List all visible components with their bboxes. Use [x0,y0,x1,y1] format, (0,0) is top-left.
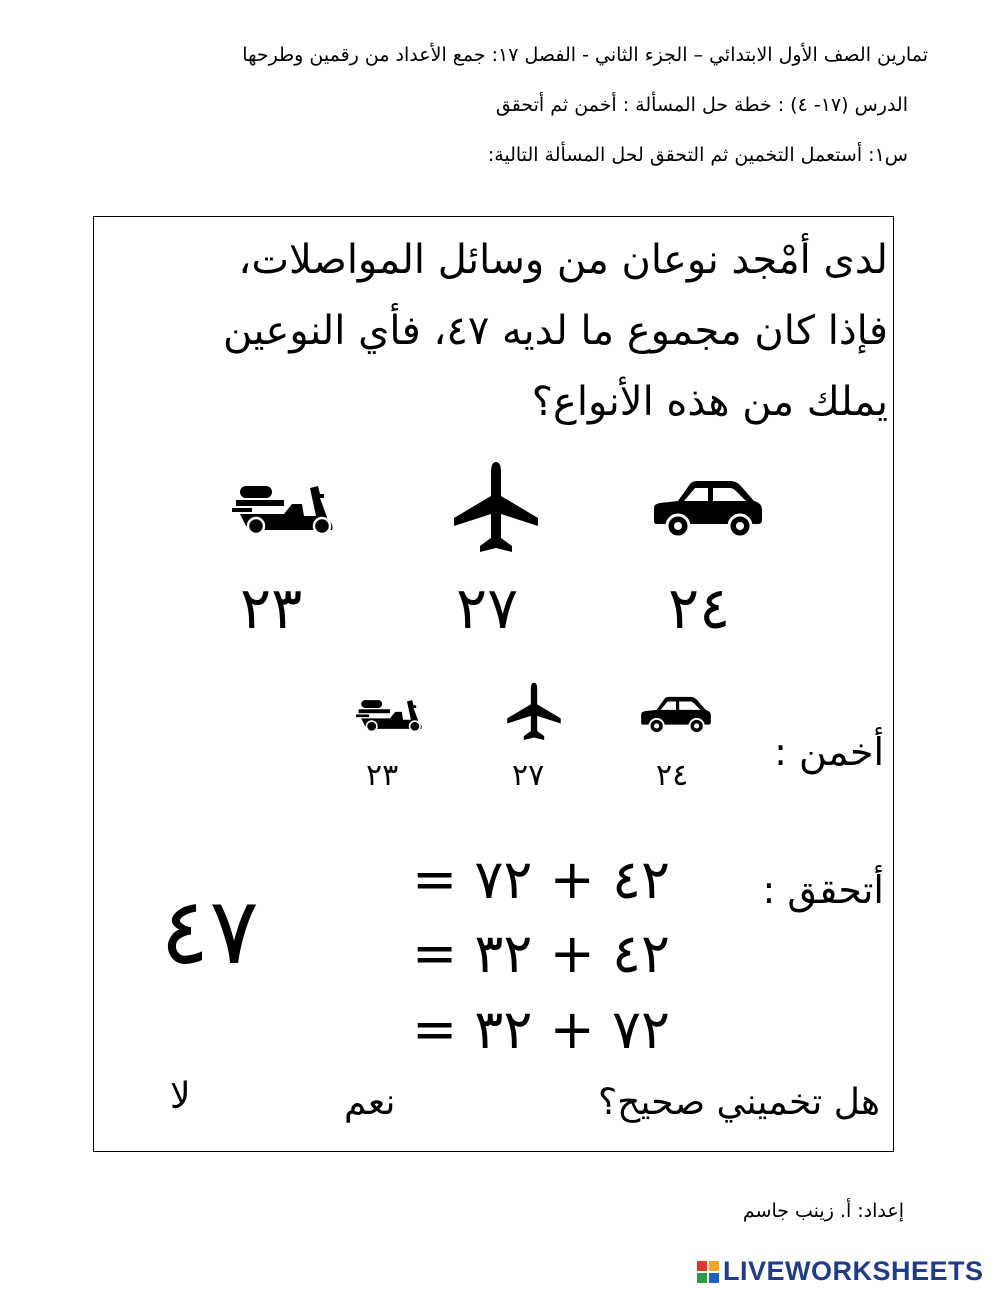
scooter-icon [356,696,424,733]
brand-name: LIVEWORKSHEETS [723,1256,984,1286]
equation-2 [412,922,670,985]
check-label: أتحقق : [762,868,884,912]
airplane-icon [452,460,540,556]
answer-yes-option[interactable]: نعم [344,1082,396,1123]
airplane-count: ٢٧ [456,574,519,642]
brand-logo [697,1256,984,1287]
guess-car-count: ٢٤ [656,758,689,793]
problem-line-2: فإذا كان مجموع ما لديه ٤٧، فأي النوعين [222,308,888,354]
guess-airplane-count: ٢٧ [512,758,545,793]
scooter-count: ٢٣ [240,574,303,642]
question-prompt: س١: أستعمل التخمين ثم التحقق لحل المسألة التالية: [487,144,908,166]
car-icon [650,478,766,540]
target-total: ٤٧ [160,878,259,985]
author-credit: إعداد: أ. زينب جاسم [742,1200,904,1222]
answer-question: هل تخميني صحيح؟ [598,1082,880,1123]
guess-scooter-count: ٢٣ [366,758,399,793]
equation-3-text: ٢٧ + ٢٣ = [412,998,671,1061]
equation-3 [412,998,670,1061]
problem-line-1: لدى أمْجد نوعان من وسائل المواصلات، [238,237,888,283]
lesson-title: الدرس (١٧- ٤) : خطة حل المسألة : أخمن ثم أتحقق [495,94,908,116]
worksheet-title: تمارين الصف الأول الابتدائي – الجزء الثاني - الفصل ١٧: جمع الأعداد من رقمين وطرحها [242,44,928,66]
car-icon [638,695,714,735]
problem-line-3: يملك من هذه الأنواع؟ [531,379,888,425]
guess-label: أخمن : [774,730,884,774]
car-count: ٢٤ [668,574,731,642]
equation-2-text: ٢٤ + ٢٣ = [412,922,671,985]
brand-logo-icon [697,1261,719,1283]
scooter-icon [232,480,336,536]
equation-1-text: ٢٤ + ٢٧ = [412,848,671,911]
equation-1 [412,848,670,911]
airplane-icon [506,680,562,744]
answer-no-option[interactable]: لا [170,1076,191,1117]
